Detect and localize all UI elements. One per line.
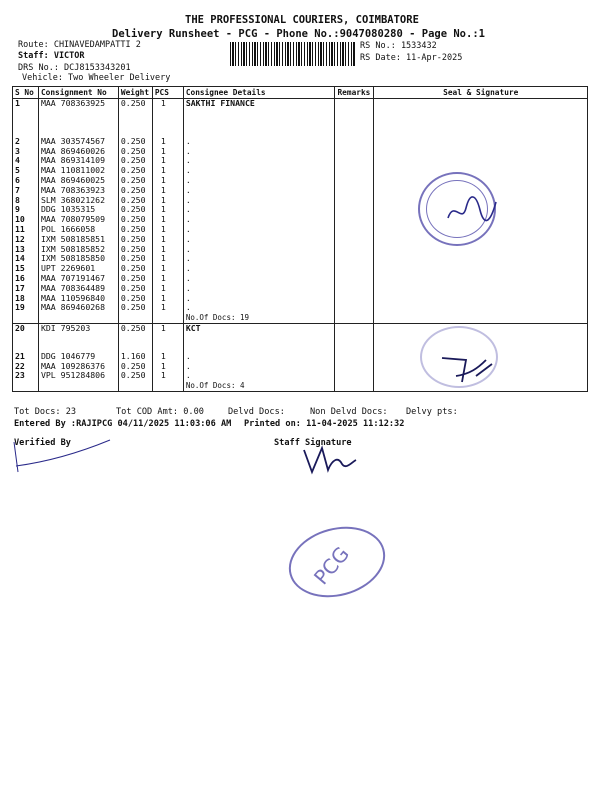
row-consignee: . bbox=[183, 166, 335, 176]
spacer-cell bbox=[38, 109, 118, 137]
row-consignment: MAA 869460026 bbox=[38, 147, 118, 157]
col-remarks: Remarks bbox=[335, 87, 374, 99]
row-pcs: 1 bbox=[152, 303, 183, 313]
empty-cell bbox=[335, 381, 374, 391]
row-remarks bbox=[335, 196, 374, 206]
row-sno: 9 bbox=[13, 205, 39, 215]
row-consignee: . bbox=[183, 225, 335, 235]
row-remarks bbox=[335, 176, 374, 186]
row-pcs: 1 bbox=[152, 225, 183, 235]
row-consignment: VPL 951284806 bbox=[38, 371, 118, 381]
row-pcs: 1 bbox=[152, 274, 183, 284]
row-weight: 0.250 bbox=[118, 284, 152, 294]
row-weight: 0.250 bbox=[118, 186, 152, 196]
row-consignee: . bbox=[183, 284, 335, 294]
row-pcs: 1 bbox=[152, 294, 183, 304]
vehicle: Vehicle: Two Wheeler Delivery bbox=[22, 73, 171, 83]
row-consignee: SAKTHI FINANCE bbox=[183, 99, 335, 109]
spacer-cell bbox=[152, 109, 183, 137]
row-consignee: . bbox=[183, 205, 335, 215]
row-remarks bbox=[335, 235, 374, 245]
empty-cell bbox=[13, 313, 39, 323]
row-pcs: 1 bbox=[152, 166, 183, 176]
row-remarks bbox=[335, 284, 374, 294]
row-consignee: KCT bbox=[183, 323, 335, 333]
barcode bbox=[230, 42, 355, 66]
table-header-row bbox=[13, 87, 588, 99]
row-seal bbox=[374, 156, 588, 166]
row-weight: 0.250 bbox=[118, 225, 152, 235]
spacer-cell bbox=[38, 334, 118, 352]
docs-count-row bbox=[13, 313, 588, 323]
spacer-cell bbox=[152, 334, 183, 352]
pcg-office-stamp bbox=[281, 516, 393, 607]
row-pcs: 1 bbox=[152, 245, 183, 255]
row-pcs: 1 bbox=[152, 235, 183, 245]
row-consignee: . bbox=[183, 235, 335, 245]
rs-number: RS No.: 1533432 bbox=[360, 41, 437, 51]
row-weight: 0.250 bbox=[118, 99, 152, 109]
row-weight: 0.250 bbox=[118, 137, 152, 147]
row-consignee: . bbox=[183, 147, 335, 157]
row-sno: 2 bbox=[13, 137, 39, 147]
table-row bbox=[13, 323, 588, 333]
row-sno: 5 bbox=[13, 166, 39, 176]
row-seal bbox=[374, 274, 588, 284]
row-consignment: IXM 508185850 bbox=[38, 254, 118, 264]
row-seal bbox=[374, 294, 588, 304]
row-sno: 3 bbox=[13, 147, 39, 157]
row-sno: 6 bbox=[13, 176, 39, 186]
row-sno: 13 bbox=[13, 245, 39, 255]
row-remarks bbox=[335, 303, 374, 313]
row-consignment: MAA 303574567 bbox=[38, 137, 118, 147]
col-consignment: Consignment No bbox=[38, 87, 118, 99]
row-weight: 0.250 bbox=[118, 274, 152, 284]
row-weight: 0.250 bbox=[118, 362, 152, 372]
row-sno: 12 bbox=[13, 235, 39, 245]
row-remarks bbox=[335, 205, 374, 215]
row-consignment: MAA 869314109 bbox=[38, 156, 118, 166]
staff: Staff: VICTOR bbox=[18, 51, 85, 61]
row-consignee: . bbox=[183, 156, 335, 166]
row-seal bbox=[374, 137, 588, 147]
row-remarks bbox=[335, 362, 374, 372]
row-remarks bbox=[335, 254, 374, 264]
row-weight: 0.250 bbox=[118, 235, 152, 245]
delivered-docs: Delvd Docs: bbox=[228, 407, 285, 417]
row-sno: 18 bbox=[13, 294, 39, 304]
row-sno: 4 bbox=[13, 156, 39, 166]
row-consignment: MAA 707191467 bbox=[38, 274, 118, 284]
empty-cell bbox=[38, 313, 118, 323]
row-consignment: MAA 110596840 bbox=[38, 294, 118, 304]
spacer-cell bbox=[13, 334, 39, 352]
total-docs: Tot Docs: 23 bbox=[14, 407, 77, 417]
row-sno: 21 bbox=[13, 352, 39, 362]
row-consignee: . bbox=[183, 264, 335, 274]
row-consignment: MAA 869460268 bbox=[38, 303, 118, 313]
row-pcs: 1 bbox=[152, 186, 183, 196]
empty-cell bbox=[374, 313, 588, 323]
consignee-signature-2 bbox=[436, 346, 506, 386]
row-weight: 0.250 bbox=[118, 156, 152, 166]
empty-cell bbox=[38, 381, 118, 391]
row-remarks bbox=[335, 156, 374, 166]
empty-cell bbox=[335, 313, 374, 323]
row-consignee: . bbox=[183, 274, 335, 284]
row-pcs: 1 bbox=[152, 156, 183, 166]
row-consignee: . bbox=[183, 352, 335, 362]
row-weight: 0.250 bbox=[118, 147, 152, 157]
entered-by: Entered By :RAJIPCG 04/11/2025 11:03:06 AM bbox=[14, 419, 232, 429]
row-consignment: KDI 795203 bbox=[38, 323, 118, 333]
row-consignment: MAA 708364489 bbox=[38, 284, 118, 294]
empty-cell bbox=[118, 381, 152, 391]
row-remarks bbox=[335, 225, 374, 235]
route: Route: CHINAVEDAMPATTI 2 bbox=[18, 40, 141, 50]
col-weight: Weight bbox=[118, 87, 152, 99]
row-remarks bbox=[335, 137, 374, 147]
row-consignee: . bbox=[183, 245, 335, 255]
row-weight: 0.250 bbox=[118, 294, 152, 304]
row-consignment: IXM 508185851 bbox=[38, 235, 118, 245]
row-consignee: . bbox=[183, 196, 335, 206]
row-weight: 0.250 bbox=[118, 245, 152, 255]
row-pcs: 1 bbox=[152, 196, 183, 206]
row-consignment: DDG 1035315 bbox=[38, 205, 118, 215]
row-pcs: 1 bbox=[152, 99, 183, 109]
empty-cell bbox=[118, 313, 152, 323]
row-sno: 7 bbox=[13, 186, 39, 196]
total-cod-amount: Tot COD Amt: 0.00 bbox=[116, 407, 204, 417]
staff-signature bbox=[300, 440, 360, 478]
col-consignee: Consignee Details bbox=[183, 87, 335, 99]
row-weight: 0.250 bbox=[118, 303, 152, 313]
row-consignment: MAA 869460025 bbox=[38, 176, 118, 186]
row-remarks bbox=[335, 215, 374, 225]
spacer-cell bbox=[335, 334, 374, 352]
row-consignment: IXM 508185852 bbox=[38, 245, 118, 255]
row-weight: 0.250 bbox=[118, 166, 152, 176]
row-sno: 14 bbox=[13, 254, 39, 264]
row-weight: 0.250 bbox=[118, 254, 152, 264]
row-remarks bbox=[335, 323, 374, 333]
printed-on: Printed on: 11-04-2025 11:12:32 bbox=[244, 419, 405, 429]
row-remarks bbox=[335, 99, 374, 109]
table-row bbox=[13, 303, 588, 313]
row-sno: 1 bbox=[13, 99, 39, 109]
row-remarks bbox=[335, 166, 374, 176]
staff-signature-label: Staff Signature bbox=[274, 438, 352, 448]
empty-cell bbox=[13, 381, 39, 391]
spacer-cell bbox=[374, 109, 588, 137]
row-consignment: MAA 708363923 bbox=[38, 186, 118, 196]
row-sno: 10 bbox=[13, 215, 39, 225]
row-pcs: 1 bbox=[152, 284, 183, 294]
row-consignment: MAA 708079509 bbox=[38, 215, 118, 225]
row-sno: 16 bbox=[13, 274, 39, 284]
spacer-cell bbox=[118, 109, 152, 137]
docs-count: No.Of Docs: 19 bbox=[183, 313, 335, 323]
row-consignee: . bbox=[183, 215, 335, 225]
row-consignee: . bbox=[183, 176, 335, 186]
empty-cell bbox=[152, 313, 183, 323]
row-seal bbox=[374, 284, 588, 294]
row-sno: 23 bbox=[13, 371, 39, 381]
row-consignment: POL 1666058 bbox=[38, 225, 118, 235]
table-row bbox=[13, 99, 588, 109]
col-sno: S No bbox=[13, 87, 39, 99]
col-pcs: PCS bbox=[152, 87, 183, 99]
table-row bbox=[13, 254, 588, 264]
spacer-cell bbox=[118, 334, 152, 352]
row-consignee: . bbox=[183, 371, 335, 381]
row-weight: 0.250 bbox=[118, 371, 152, 381]
row-weight: 1.160 bbox=[118, 352, 152, 362]
row-weight: 0.250 bbox=[118, 264, 152, 274]
spacer-cell bbox=[183, 109, 335, 137]
row-consignee: . bbox=[183, 362, 335, 372]
row-seal bbox=[374, 245, 588, 255]
row-weight: 0.250 bbox=[118, 323, 152, 333]
row-remarks bbox=[335, 147, 374, 157]
delivery-points: Delvy pts: bbox=[406, 407, 458, 417]
row-sno: 8 bbox=[13, 196, 39, 206]
row-sno: 20 bbox=[13, 323, 39, 333]
row-pcs: 1 bbox=[152, 362, 183, 372]
row-consignment: DDG 1046779 bbox=[38, 352, 118, 362]
row-pcs: 1 bbox=[152, 323, 183, 333]
row-pcs: 1 bbox=[152, 176, 183, 186]
row-consignee: . bbox=[183, 186, 335, 196]
row-pcs: 1 bbox=[152, 352, 183, 362]
row-pcs: 1 bbox=[152, 215, 183, 225]
row-seal bbox=[374, 166, 588, 176]
company-name: THE PROFESSIONAL COURIERS, COIMBATORE bbox=[185, 14, 419, 26]
table-row bbox=[13, 215, 588, 225]
row-remarks bbox=[335, 294, 374, 304]
row-seal bbox=[374, 99, 588, 109]
row-weight: 0.250 bbox=[118, 215, 152, 225]
row-remarks bbox=[335, 371, 374, 381]
row-remarks bbox=[335, 274, 374, 284]
docs-count: No.Of Docs: 4 bbox=[183, 381, 335, 391]
row-sno: 22 bbox=[13, 362, 39, 372]
row-pcs: 1 bbox=[152, 147, 183, 157]
row-sno: 17 bbox=[13, 284, 39, 294]
row-pcs: 1 bbox=[152, 137, 183, 147]
row-seal bbox=[374, 147, 588, 157]
empty-cell bbox=[152, 381, 183, 391]
row-sno: 11 bbox=[13, 225, 39, 235]
row-sno: 19 bbox=[13, 303, 39, 313]
spacer-cell bbox=[335, 109, 374, 137]
verified-by-signature bbox=[6, 436, 116, 476]
row-weight: 0.250 bbox=[118, 205, 152, 215]
row-remarks bbox=[335, 245, 374, 255]
row-consignment: SLM 368021262 bbox=[38, 196, 118, 206]
row-sno: 15 bbox=[13, 264, 39, 274]
pcg-stamp-text: PCG bbox=[308, 541, 355, 590]
row-pcs: 1 bbox=[152, 205, 183, 215]
row-consignment: UPT 2269601 bbox=[38, 264, 118, 274]
row-consignment: MAA 110811002 bbox=[38, 166, 118, 176]
row-weight: 0.250 bbox=[118, 176, 152, 186]
row-seal bbox=[374, 254, 588, 264]
runsheet-title: Delivery Runsheet - PCG - Phone No.:9047080280 - Page No.:1 bbox=[112, 28, 485, 40]
row-consignee: . bbox=[183, 137, 335, 147]
drs-number: DRS No.: DCJ8153343201 bbox=[18, 63, 131, 73]
consignee-signature-1 bbox=[440, 190, 500, 230]
row-consignment: MAA 109286376 bbox=[38, 362, 118, 372]
row-consignee: . bbox=[183, 294, 335, 304]
row-pcs: 1 bbox=[152, 264, 183, 274]
row-pcs: 1 bbox=[152, 254, 183, 264]
non-delivered-docs: Non Delvd Docs: bbox=[310, 407, 388, 417]
table-row bbox=[13, 196, 588, 206]
row-remarks bbox=[335, 186, 374, 196]
row-consignee: . bbox=[183, 254, 335, 264]
row-pcs: 1 bbox=[152, 371, 183, 381]
row-seal bbox=[374, 264, 588, 274]
spacer-cell bbox=[183, 334, 335, 352]
spacer-cell bbox=[13, 109, 39, 137]
row-seal bbox=[374, 303, 588, 313]
row-consignee: . bbox=[183, 303, 335, 313]
rs-date: RS Date: 11-Apr-2025 bbox=[360, 53, 463, 63]
verified-by-label: Verified By bbox=[14, 438, 71, 448]
row-consignment: MAA 708363925 bbox=[38, 99, 118, 109]
row-remarks bbox=[335, 264, 374, 274]
row-weight: 0.250 bbox=[118, 196, 152, 206]
spacer-row bbox=[13, 109, 588, 137]
row-remarks bbox=[335, 352, 374, 362]
col-seal: Seal & Signature bbox=[374, 87, 588, 99]
